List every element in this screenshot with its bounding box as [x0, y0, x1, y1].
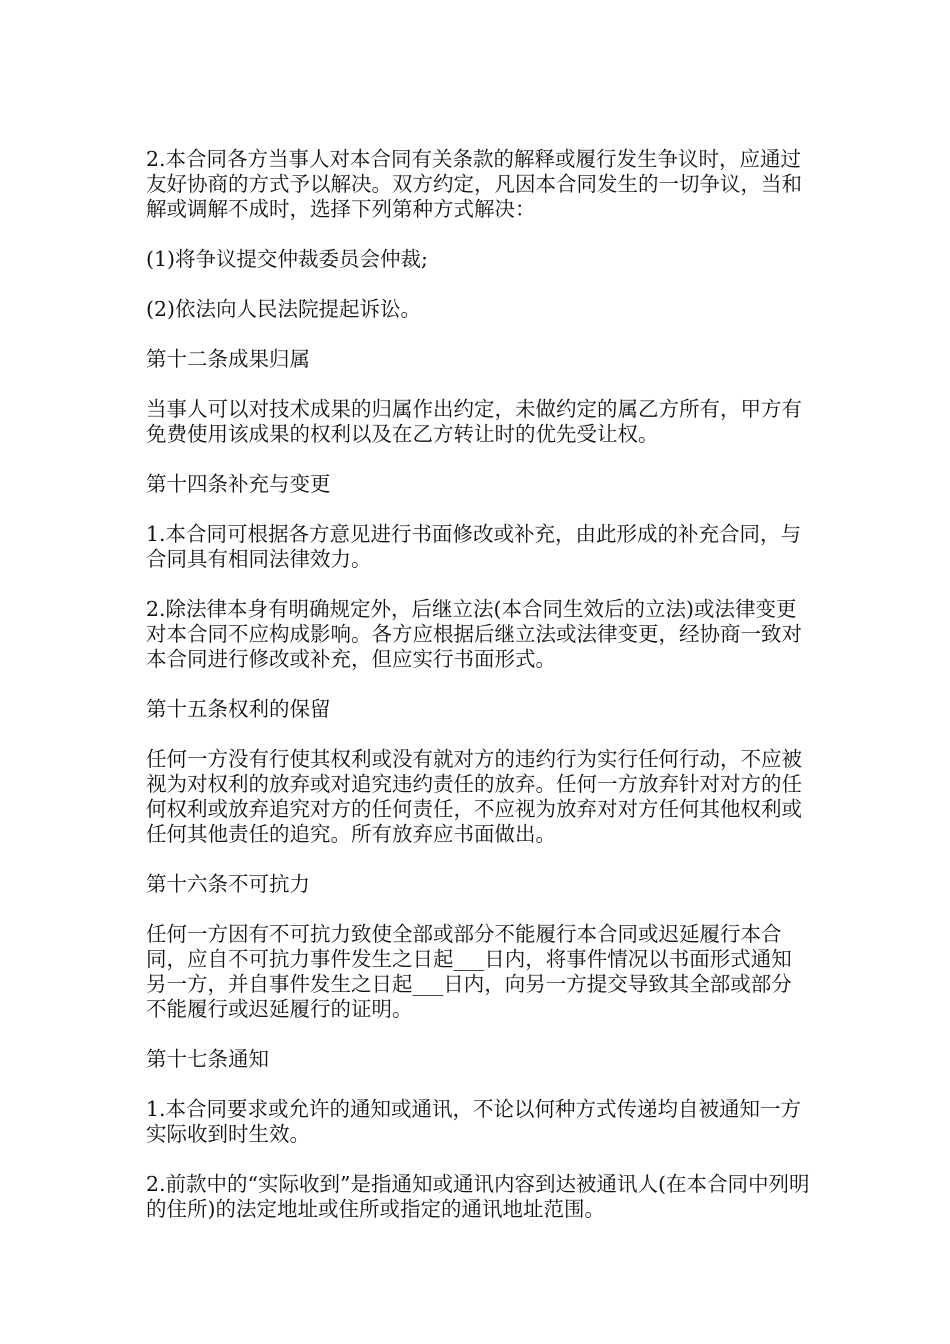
paragraph-amendment-1: 1.本合同可根据各方意见进行书面修改或补充，由此形成的补充合同，与合同具有相同法律效力。: [146, 522, 802, 571]
paragraph-notice-2: 2.前款中的“实际收到”是指通知或通讯内容到达被通讯人(在本合同中列明的住所)的法定地址或住所或指定的通讯地址范围。: [146, 1172, 810, 1221]
heading-article-16: 第十六条不可抗力: [146, 872, 310, 896]
heading-article-14: 第十四条补充与变更: [146, 472, 331, 496]
heading-article-17: 第十七条通知: [146, 1047, 269, 1071]
heading-article-12: 第十二条成果归属: [146, 347, 310, 371]
paragraph-option-arbitration: (1)将争议提交仲裁委员会仲裁;: [146, 247, 428, 271]
paragraph-ownership-of-results: 当事人可以对技术成果的归属作出约定，未做约定的属乙方所有，甲方有免费使用该成果的权利以及在乙方转让时的优先受让权。: [146, 397, 802, 446]
paragraph-force-majeure: 任何一方因有不可抗力致使全部或部分不能履行本合同或迟延履行本合同，应自不可抗力事件发生之日起___日内，将事件情况以书面形式通知另一方，并自事件发生之日起___日内，向另一方提交导致其全部或部分不能履行或迟延履行的证明。: [146, 922, 792, 1021]
paragraph-dispute-resolution: 2.本合同各方当事人对本合同有关条款的解释或履行发生争议时，应通过友好协商的方式予以解决。双方约定，凡因本合同发生的一切争议，当和解或调解不成时，选择下列第种方式解决：: [146, 147, 802, 221]
heading-article-15: 第十五条权利的保留: [146, 697, 331, 721]
document-page: [146, 147, 810, 1247]
paragraph-option-litigation: (2)依法向人民法院提起诉讼。: [146, 297, 422, 321]
paragraph-reservation-of-rights: 任何一方没有行使其权利或没有就对方的违约行为实行任何行动，不应被视为对权利的放弃或对追究违约责任的放弃。任何一方放弃针对对方的任何权利或放弃追究对方的任何责任，不应视为放弃对对方任何其他权利或任何其他责任的追究。所有放弃应书面做出。: [146, 747, 802, 846]
paragraph-amendment-2: 2.除法律本身有明确规定外，后继立法(本合同生效后的立法)或法律变更对本合同不应构成影响。各方应根据后继立法或法律变更，经协商一致对本合同进行修改或补充，但应实行书面形式。: [146, 597, 802, 671]
paragraph-notice-1: 1.本合同要求或允许的通知或通讯，不论以何种方式传递均自被通知一方实际收到时生效。: [146, 1097, 802, 1146]
